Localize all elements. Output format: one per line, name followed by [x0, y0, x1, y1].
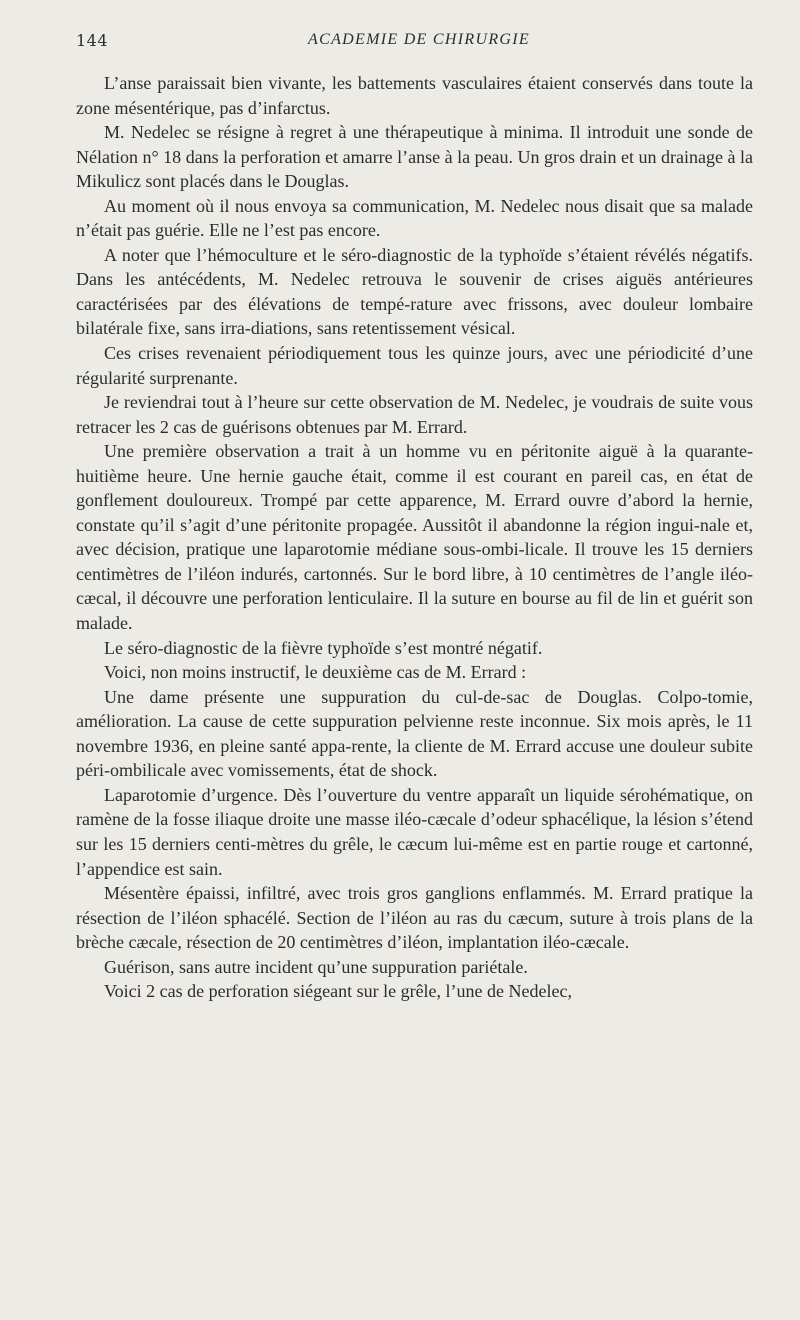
body-text	[76, 71, 753, 1004]
paragraph-7: Une première observation a trait à un homme vu en péritonite aiguë à la quarante-huitième heure. Une hernie gauche était, comme il est courant en pareil cas, en état de gonflement douloureux. Trompé par cette apparence, M. Errard ouvre d’abord la hernie, constate qu’il s’agit d’une péritonite propagée. Aussitôt il abandonne la région ingui-nale et, avec décision, pratique une laparotomie médiane sous-ombi-licale. Il trouve les 15 derniers centimètres de l’iléon indurés, cartonnés. Sur le bord libre, à 10 centimètres de l’angle iléo-cæcal, il découvre une perforation lenticulaire. Il la suture en bourse au fil de lin et guérit son malade.	[76, 441, 753, 634]
paragraph-13: Guérison, sans autre incident qu’une suppuration pariétale.	[104, 956, 528, 977]
paragraph-14: Voici 2 cas de perforation siégeant sur le grêle, l’une de Nedelec,	[104, 981, 572, 1002]
paragraph-9: Voici, non moins instructif, le deuxième cas de M. Errard :	[104, 662, 527, 683]
paragraph-5: Ces crises revenaient périodiquement tous les quinze jours, avec une périodicité d’une régularité surprenante.	[76, 343, 753, 388]
paragraph-1: L’anse paraissait bien vivante, les battements vasculaires étaient conservés dans toute la zone mésentérique, pas d’infarctus.	[76, 73, 753, 118]
paragraph-4: A noter que l’hémoculture et le séro-diagnostic de la typhoïde s’étaient révélés négatifs. Dans les antécédents, M. Nedelec retrouva le souvenir de crises aiguës antérieures caractérisées par des élévations de tempé-rature avec frissons, avec douleur lombaire bilatérale fixe, sans irra-diations, sans retentissement vésical.	[76, 244, 753, 339]
paragraph-3: Au moment où il nous envoya sa communication, M. Nedelec nous disait que sa malade n’était pas guérie. Elle ne l’est pas encore.	[76, 195, 753, 241]
paragraph-6: Je reviendrai tout à l’heure sur cette observation de M. Nedelec, je voudrais de suite vous retracer les 2 cas de guérisons obtenues par M. Errard.	[76, 392, 753, 437]
page-header	[76, 27, 762, 55]
page-number: 144	[76, 31, 109, 50]
paragraph-10: Une dame présente une suppuration du cul-de-sac de Douglas. Colpo-tomie, amélioration. La cause de cette suppuration pelvienne reste inconnue. Six mois après, le 11 novembre 1936, en pleine santé appa-rente, la cliente de M. Errard accuse une douleur subite péri-ombilicale avec vomissements, état de shock.	[76, 686, 753, 781]
paragraph-11: Laparotomie d’urgence. Dès l’ouverture du ventre apparaît un liquide sérohématique, on ramène de la fosse iliaque droite une masse iléo-cæcale d’odeur sphacélique, la lésion s’étend sur les 15 derniers centi-mètres du grêle, le cæcum lui-même est en partie rouge et cartonné, l’appendice est sain.	[76, 784, 753, 879]
running-title: ACADEMIE DE CHIRURGIE	[308, 31, 530, 48]
paragraph-8: Le séro-diagnostic de la fièvre typhoïde s’est montré négatif.	[104, 637, 543, 658]
paragraph-12: Mésentère épaissi, infiltré, avec trois gros ganglions enflammés. M. Errard pratique la résection de l’iléon sphacélé. Section de l’iléon au ras du cæcum, suture à trois plans de la brèche cæcale, résection de 20 centimètres d’iléon, implantation iléo-cæcale.	[76, 883, 753, 953]
paragraph-2: M. Nedelec se résigne à regret à une thérapeutique à minima. Il introduit une sonde de Nélation n° 18 dans la perforation et amarre l’anse à la peau. Un gros drain et un drainage à la Mikulicz sont placés dans le Douglas.	[76, 122, 753, 192]
